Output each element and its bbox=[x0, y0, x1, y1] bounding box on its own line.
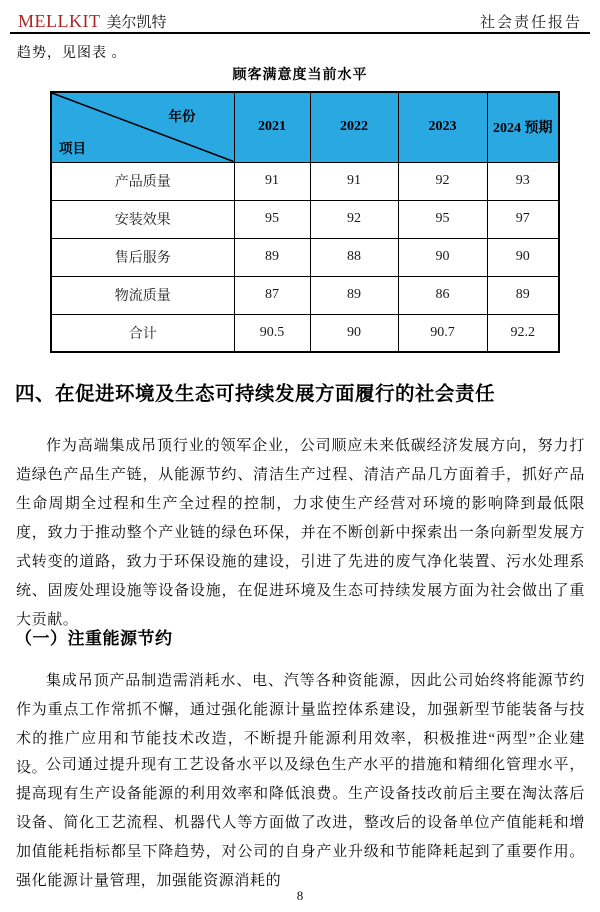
cell-value: 91 bbox=[310, 162, 398, 200]
header-report-title: 社会责任报告 bbox=[479, 15, 582, 31]
corner-label-item: 项目 bbox=[59, 140, 86, 156]
brand-logo-cn: 美尔凯特 bbox=[106, 15, 167, 31]
cell-value: 89 bbox=[234, 238, 310, 276]
page-number: 8 bbox=[296, 888, 304, 903]
cell-value: 95 bbox=[234, 200, 310, 238]
satisfaction-table bbox=[50, 91, 560, 353]
cell-value: 92 bbox=[398, 162, 487, 200]
table-row bbox=[51, 238, 559, 276]
cell-value: 90.5 bbox=[234, 314, 310, 352]
brand bbox=[18, 11, 167, 32]
cell-value: 90 bbox=[487, 238, 559, 276]
table-corner-cell bbox=[51, 92, 234, 162]
cell-value: 92.2 bbox=[487, 314, 559, 352]
cell-value: 95 bbox=[398, 200, 487, 238]
header-divider bbox=[10, 32, 590, 34]
cell-value: 97 bbox=[487, 200, 559, 238]
column-header-2021: 2021 bbox=[234, 92, 310, 162]
subsection-paragraph-2: 公司通过提升现有工艺设备水平以及绿色生产水平的措施和精细化管理水平，提高现有生产设备能源的利用效率和降低浪费。生产设备技改前后主要在淘汰落后设备、简化工艺流程、机器代人等方面做了改进，整改后的设备单位产值能耗和增加值能耗指标都呈下降趋势，对公司的自身产业升级和节能降耗起到了重要作用。强化能源计量管理，加强能资源消耗的 bbox=[16, 757, 585, 889]
table-row bbox=[51, 162, 559, 200]
row-label: 售后服务 bbox=[51, 238, 234, 276]
cell-value: 90.7 bbox=[398, 314, 487, 352]
section-paragraph: 作为高端集成吊顶行业的领军企业，公司顺应未来低碳经济发展方向，努力打造绿色产品生产链，从能源节约、清洁生产过程、清洁产品几方面着手，抓好产品生命周期全过程和生产全过程的控制，力求使生产经营对环境的影响降到最低限度，致力于推动整个产业链的绿色环保，并在不断创新中探索出一条向新型发展方式转变的道路，致力于环保设施的建设，引进了先进的废气净化装置、污水处理系统、固废处理设施等设备设施，在促进环境及生态可持续发展方面为社会做出了重大贡献。 bbox=[16, 438, 585, 628]
cell-value: 90 bbox=[310, 314, 398, 352]
cell-value: 87 bbox=[234, 276, 310, 314]
section-heading: 四、在促进环境及生态可持续发展方面履行的社会责任 bbox=[15, 383, 496, 405]
row-label: 物流质量 bbox=[51, 276, 234, 314]
cell-value: 89 bbox=[310, 276, 398, 314]
subsection-paragraph-1: 集成吊顶产品制造需消耗水、电、汽等各种资能源，因此公司始终将能源节约作为重点工作常抓不懈，通过强化能源计量监控体系建设，加强新型节能装备与技术的推广应用和节能技术改造，不断提升能源利用效率，积极推进“两型”企业建设。 bbox=[16, 673, 585, 776]
cell-value: 93 bbox=[487, 162, 559, 200]
cell-value: 86 bbox=[398, 276, 487, 314]
column-header-2024: 2024 预期 bbox=[487, 92, 559, 162]
row-label: 产品质量 bbox=[51, 162, 234, 200]
table-title: 顾客满意度当前水平 bbox=[232, 66, 368, 82]
table-row bbox=[51, 276, 559, 314]
subsection-heading: （一）注重能源节约 bbox=[15, 629, 173, 648]
table-header-row bbox=[51, 92, 559, 162]
column-header-2023: 2023 bbox=[398, 92, 487, 162]
brand-logo-en: MELLKIT bbox=[18, 11, 101, 31]
table-row-total bbox=[51, 314, 559, 352]
table-row bbox=[51, 200, 559, 238]
row-label: 合计 bbox=[51, 314, 234, 352]
cell-value: 92 bbox=[310, 200, 398, 238]
corner-label-year: 年份 bbox=[168, 109, 196, 124]
page-header bbox=[18, 8, 582, 32]
cell-value: 91 bbox=[234, 162, 310, 200]
cell-value: 90 bbox=[398, 238, 487, 276]
column-header-2022: 2022 bbox=[310, 92, 398, 162]
intro-text: 趋势，见图表 。 bbox=[17, 46, 127, 61]
cell-value: 89 bbox=[487, 276, 559, 314]
row-label: 安装效果 bbox=[51, 200, 234, 238]
cell-value: 88 bbox=[310, 238, 398, 276]
